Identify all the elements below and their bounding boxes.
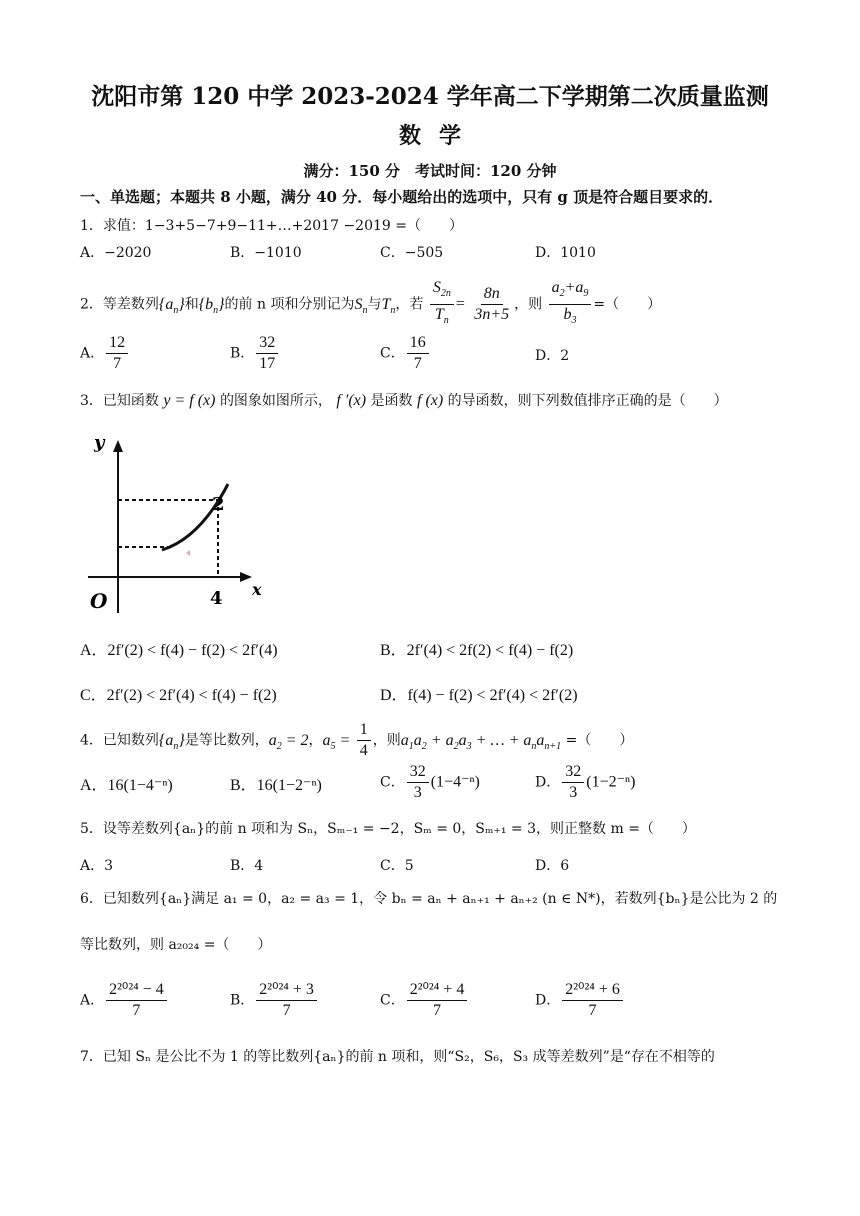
x-label: x <box>252 580 262 599</box>
q5-option-a: A．3 <box>80 858 114 874</box>
q3-option-c: C．2f′(2) < 2f′(4) < f(4) − f(2) <box>80 687 277 704</box>
q2-option-c: C． $\frac{16}{7}$ <box>380 333 431 374</box>
q2-option-b: B． $\frac{32}{17}$ <box>230 333 280 374</box>
x-axis-arrow <box>240 572 252 582</box>
q2-ratio-value: $\frac{8n}{3n+5}$ <box>474 285 510 324</box>
section-heading: 一、单选题；本题共 8 小题，满分 40 分．每小题给出的选项中，只有 g 顶是符合题目要求的． <box>80 188 724 206</box>
q2-suffix: =（ ） <box>593 296 662 313</box>
q2-mid5: ，则 <box>514 296 543 313</box>
q3-option-b: B．2f′(4) < 2f(2) < f(4) − f(2) <box>380 642 574 659</box>
q3-option-d: D．f(4) − f(2) < 2f′(4) < 2f′(2) <box>380 687 578 704</box>
q2-mid4: ，若 <box>395 296 424 313</box>
q3-option-a: A．2f′(2) < f(4) − f(2) < 2f′(4) <box>80 642 278 659</box>
q4-option-a: A．16(1−4⁻ⁿ) <box>80 777 173 794</box>
q6-option-d: D． $\frac{\text{2²⁰²⁴ + 6}}{7}$ <box>535 980 625 1021</box>
q2-mid3: 与 <box>367 296 382 313</box>
question-2-text: 2．等差数列$\{a_n\}$和$\{b_n\}$的前 n 项和分别记为$S_n$与$T_n$，若 $\frac{S_{2n}}{T_n}$ = $\frac{8n}{3n+5}$ ，则 $\frac{a_2+a_9}{b_3}$ =（ ） <box>80 278 661 331</box>
q2-option-a: A． $\frac{12}{7}$ <box>80 333 130 374</box>
q5-option-d: D．6 <box>535 858 570 874</box>
q6-option-b: B． $\frac{\text{2²⁰²⁴ + 3}}{7}$ <box>230 980 319 1021</box>
q6-option-a: A． $\frac{\text{2²⁰²⁴ − 4}}{7}$ <box>80 980 169 1021</box>
q2-prefix: 2．等差数列 <box>80 296 159 313</box>
curve-two-label: 2 <box>212 494 225 515</box>
origin-label: O <box>90 589 108 613</box>
exam-title: 沈阳市第 120 中学 2023-2024 学年高二下学期第二次质量监测 <box>91 83 769 110</box>
q2-target-fraction: $\frac{a_2+a_9}{b_3}$ <box>549 278 592 331</box>
x-four-label: 4 <box>210 588 223 609</box>
q2-option-d: D．2 <box>535 348 570 364</box>
q1-option-b: B．−1010 <box>230 245 302 261</box>
question-6-line-1: 6．已知数列{aₙ}满足 a₁ = 0，a₂ = a₃ = 1，令 bₙ = aₙ + aₙ₊₁ + aₙ₊₂ (n ∈ N*)，若数列{bₙ}是公比为 2 的 <box>80 891 778 907</box>
q1-option-c: C．−505 <box>380 245 444 261</box>
question-1-text: 1．求值：1−3+5−7+9−11+…+2017 −2019 =（ ） <box>80 218 463 234</box>
q4-option-b: B．16(1−2⁻ⁿ) <box>230 777 322 794</box>
q4-option-c: C． $\frac{32}{3}$ (1−4⁻ⁿ) <box>380 763 480 801</box>
q5-option-c: C．5 <box>380 858 414 874</box>
q4-option-d: D． $\frac{32}{3}$ (1−2⁻ⁿ) <box>535 763 636 801</box>
question-6-line-2: 等比数列，则 a₂₀₂₄ =（ ） <box>80 937 272 953</box>
q2-ratio-fraction: $\frac{S_{2n}}{T_n}$ <box>430 278 454 331</box>
q6-option-c: C． $\frac{\text{2²⁰²⁴ + 4}}{7}$ <box>380 980 469 1021</box>
y-axis-arrow <box>113 440 123 452</box>
question-5-text: 5．设等差数列{aₙ}的前 n 项和为 Sₙ，Sₘ₋₁ = −2，Sₘ = 0，Sₘ₊₁ = 3，则正整数 m =（ ） <box>80 821 696 837</box>
question-3-text: 3．已知函数 y = f (x) 的图象如图所示， f ′(x) 是函数 f (x) 的导函数，则下列数值排序正确的是（ ） <box>80 392 728 409</box>
subject-title: 数学 <box>398 123 479 149</box>
q1-option-a: A．−2020 <box>80 245 152 261</box>
q1-option-d: D．1010 <box>535 245 596 261</box>
question-7-text: 7．已知 Sₙ 是公比不为 1 的等比数列{aₙ}的前 n 项和，则“S₂，S₆，S₃ 成等差数列”是“存在不相等的 <box>80 1049 715 1065</box>
question-4-text: 4．已知数列$\{a_n\}$是等比数列，$a_2 = 2$，$a_5$ = $\frac{1}{4}$ ，则$a_1a_2 + a_2a_3$ + … + $a_na_{n+1}$ =（ ） <box>80 721 634 759</box>
q2-mid2: 的前 n 项和分别记为 <box>224 296 355 313</box>
pink-mark <box>186 550 190 556</box>
q2-mid1: 和 <box>184 296 199 313</box>
exam-meta: 满分：150 分 考试时间：120 分钟 <box>303 162 557 180</box>
function-graph <box>80 428 280 618</box>
q5-option-b: B．4 <box>230 858 264 874</box>
y-label: y <box>94 432 105 453</box>
